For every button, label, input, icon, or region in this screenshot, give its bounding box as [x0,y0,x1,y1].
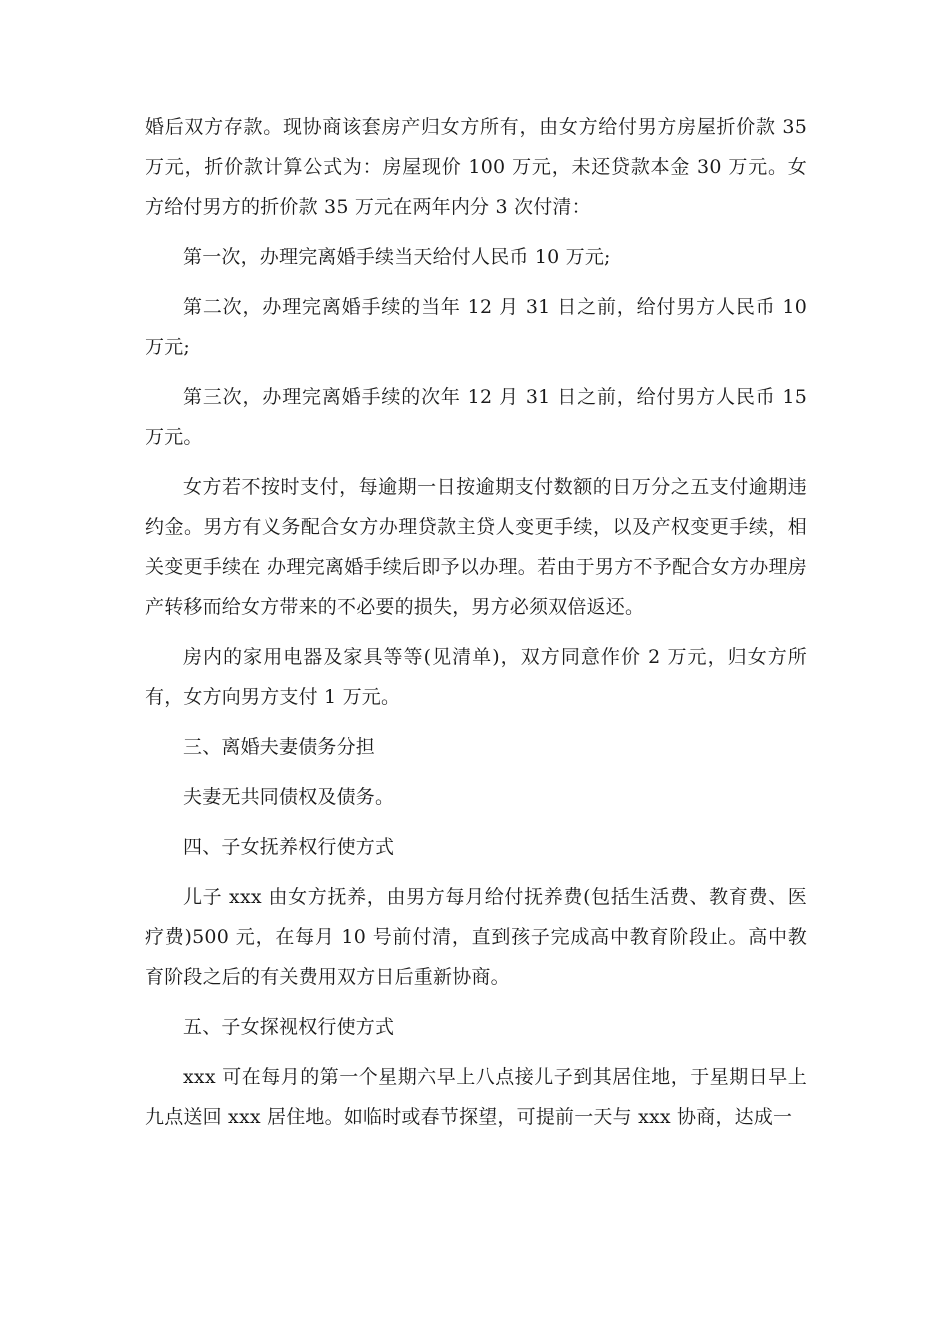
paragraph-first-payment: 第一次，办理完离婚手续当天给付人民币 10 万元; [183,246,611,268]
section-heading-visitation: 五、子女探视权行使方式 [183,1016,395,1038]
document-body [145,107,807,1147]
paragraph-late-payment: 女方若不按时支付，每逾期一日按逾期支付数额的日万分之五支付逾期违约金。男方有义务配合女方办理贷款主贷人变更手续，以及产权变更手续，相关变更手续在 办理完离婚手续后即予以办理。若由于男方不予配合女方办理房产转移而给女方带来的不必要的损失，男方必须双倍返还。 [145,476,807,618]
section-heading-debts: 三、离婚夫妻债务分担 [183,736,376,758]
paragraph-appliances: 房内的家用电器及家具等等(见清单)，双方同意作价 2 万元，归女方所有，女方向男方支付 1 万元。 [145,646,807,708]
paragraph-no-debts: 夫妻无共同债权及债务。 [183,786,395,808]
paragraph-visitation: xxx 可在每月的第一个星期六早上八点接儿子到其居住地，于星期日早上九点送回 xxx 居住地。如临时或春节探望，可提前一天与 xxx 协商，达成一 [145,1066,807,1128]
paragraph-house-settlement: 婚后双方存款。现协商该套房产归女方所有，由女方给付男方房屋折价款 35 万元，折价款计算公式为：房屋现价 100 万元，未还贷款本金 30 万元。女方给付男方的折价款 35 万元在两年内分 3 次付清： [145,116,807,218]
paragraph-third-payment: 第三次，办理完离婚手续的次年 12 月 31 日之前，给付男方人民币 15 万元。 [145,386,807,448]
section-heading-custody: 四、子女抚养权行使方式 [183,836,395,858]
paragraph-child-support: 儿子 xxx 由女方抚养，由男方每月给付抚养费(包括生活费、教育费、医疗费)500 元，在每月 10 号前付清，直到孩子完成高中教育阶段止。高中教育阶段之后的有关费用双方日后重新协商。 [145,886,807,988]
paragraph-second-payment: 第二次，办理完离婚手续的当年 12 月 31 日之前，给付男方人民币 10 万元; [145,296,807,358]
